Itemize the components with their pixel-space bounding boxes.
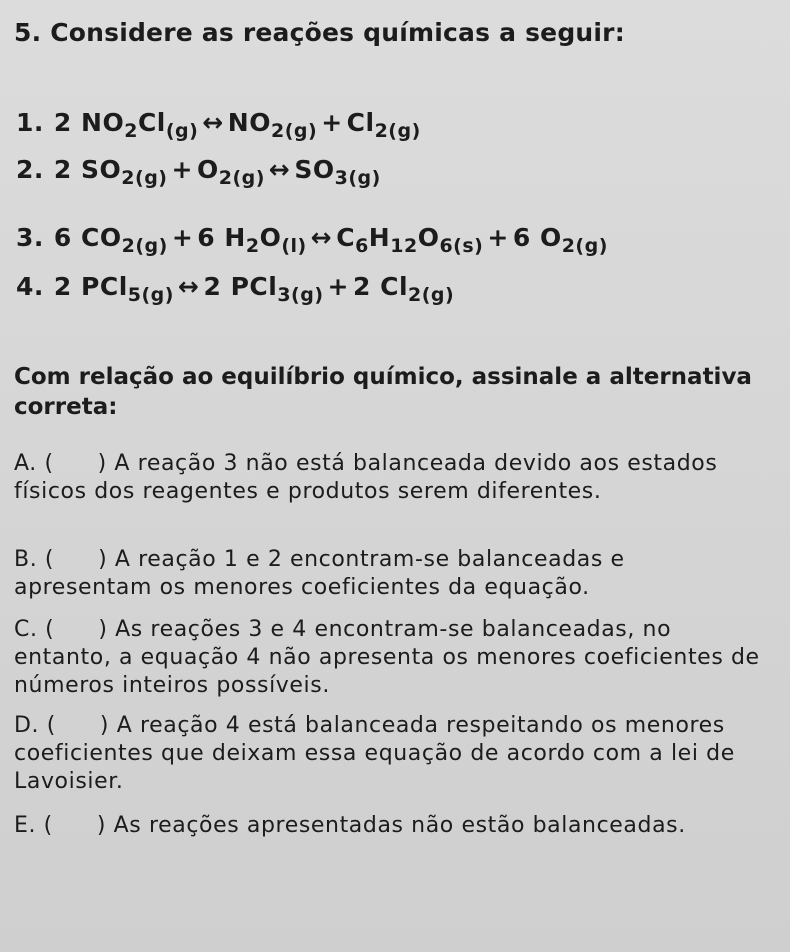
element-symbol: H bbox=[224, 223, 246, 252]
subscript: 5(g) bbox=[127, 284, 174, 306]
chemical-species bbox=[197, 223, 307, 257]
coefficient: 2 bbox=[53, 108, 72, 137]
element-symbol: PCl bbox=[230, 272, 278, 301]
option-letter: A. ( bbox=[14, 451, 54, 476]
coefficient: 2 bbox=[53, 155, 72, 184]
subscript: 3(g) bbox=[334, 167, 381, 189]
element-symbol: Cl bbox=[137, 108, 166, 137]
reaction-4 bbox=[16, 272, 454, 306]
subscript: (g) bbox=[165, 120, 199, 142]
coefficient: 2 bbox=[352, 272, 371, 301]
element-symbol: Cl bbox=[380, 272, 409, 301]
option-text: As reações 3 e 4 encontram-se balanceadas, no entanto, a equação 4 não apresenta os menores coeficientes de números inteiros possíveis. bbox=[14, 617, 760, 698]
plus-sign: + bbox=[321, 108, 343, 137]
subscript: 6 bbox=[355, 235, 369, 257]
element-symbol: NO bbox=[227, 108, 271, 137]
element-symbol: H bbox=[368, 223, 391, 252]
chemical-species bbox=[336, 223, 484, 257]
reaction-number: 3. bbox=[16, 223, 44, 252]
option-paren-close: ) bbox=[96, 813, 107, 838]
plus-sign: + bbox=[487, 223, 509, 252]
coefficient: 6 bbox=[197, 223, 216, 252]
element-symbol: SO bbox=[294, 155, 335, 184]
subscript: (l) bbox=[281, 235, 307, 257]
option-a bbox=[14, 450, 764, 506]
subscript: 2(g) bbox=[270, 120, 318, 142]
element-symbol: O bbox=[259, 223, 282, 252]
chemical-species bbox=[227, 108, 318, 142]
element-symbol: O bbox=[196, 155, 219, 184]
coefficient: 6 bbox=[53, 223, 72, 252]
option-text: A reação 3 não está balanceada devido aos estados físicos dos reagentes e produtos serem diferentes. bbox=[14, 451, 718, 504]
reaction-3 bbox=[16, 223, 608, 257]
element-symbol: SO bbox=[81, 155, 122, 184]
coefficient: 6 bbox=[512, 223, 531, 252]
option-paren-close: ) bbox=[98, 617, 108, 642]
option-text: A reação 4 está balanceada respeitando os menores coeficientes que deixam essa equação de acordo com a lei de Lavoisier. bbox=[14, 713, 735, 794]
option-b bbox=[14, 546, 764, 602]
option-text: A reação 1 e 2 encontram-se balanceadas e apresentam os menores coeficientes da equação. bbox=[14, 547, 625, 600]
chemical-species bbox=[53, 223, 168, 257]
subscript: 2(g) bbox=[218, 167, 265, 189]
plus-sign: + bbox=[171, 223, 194, 252]
equilibrium-arrow: ↔ bbox=[268, 155, 291, 184]
equilibrium-arrow: ↔ bbox=[310, 223, 333, 252]
equilibrium-arrow: ↔ bbox=[202, 108, 224, 137]
subscript: 3(g) bbox=[277, 284, 324, 306]
chemical-species bbox=[512, 223, 608, 257]
chemical-species bbox=[294, 155, 381, 189]
element-symbol: C bbox=[336, 223, 356, 252]
subscript: 2(g) bbox=[408, 284, 455, 306]
element-symbol: CO bbox=[81, 223, 122, 252]
chemical-species bbox=[352, 272, 455, 306]
option-d bbox=[14, 712, 764, 796]
subscript: 2(g) bbox=[374, 120, 421, 142]
subscript: 2 bbox=[124, 120, 138, 142]
element-symbol: O bbox=[539, 223, 562, 252]
option-paren-close: ) bbox=[99, 713, 110, 738]
subscript: 2(g) bbox=[121, 167, 168, 189]
subscript: 6(s) bbox=[439, 235, 484, 257]
chemical-species bbox=[53, 272, 174, 306]
option-letter: D. ( bbox=[14, 713, 56, 738]
reaction-1 bbox=[16, 108, 421, 142]
option-e bbox=[14, 812, 764, 840]
reaction-number: 1. bbox=[16, 108, 44, 137]
subscript: 12 bbox=[390, 235, 418, 257]
element-symbol: PCl bbox=[81, 272, 128, 301]
subscript: 2(g) bbox=[561, 235, 608, 257]
option-letter: B. ( bbox=[14, 547, 55, 572]
question-stem: Com relação ao equilíbrio químico, assinale a alternativa correta: bbox=[14, 364, 752, 420]
chemical-species bbox=[203, 272, 324, 306]
reaction-2 bbox=[16, 155, 381, 189]
reaction-number: 4. bbox=[16, 272, 44, 301]
option-paren-close: ) bbox=[97, 451, 107, 476]
chemical-species bbox=[346, 108, 421, 142]
plus-sign: + bbox=[171, 155, 193, 184]
chemical-species bbox=[196, 155, 265, 189]
plus-sign: + bbox=[327, 272, 349, 301]
coefficient: 2 bbox=[203, 272, 222, 301]
element-symbol: NO bbox=[81, 108, 125, 137]
question-title: 5. Considere as reações químicas a seguir: bbox=[14, 18, 625, 47]
chemical-species bbox=[53, 108, 199, 142]
equilibrium-arrow: ↔ bbox=[177, 272, 200, 301]
option-c bbox=[14, 616, 764, 700]
reaction-number: 2. bbox=[16, 155, 44, 184]
option-letter: C. ( bbox=[14, 617, 55, 642]
coefficient: 2 bbox=[53, 272, 72, 301]
chemical-species bbox=[53, 155, 168, 189]
subscript: 2 bbox=[245, 235, 260, 257]
option-letter: E. ( bbox=[14, 813, 53, 838]
subscript: 2(g) bbox=[121, 235, 168, 257]
option-text: As reações apresentadas não estão balanceadas. bbox=[106, 813, 686, 838]
element-symbol: O bbox=[417, 223, 440, 252]
element-symbol: Cl bbox=[346, 108, 375, 137]
option-paren-close: ) bbox=[98, 547, 108, 572]
